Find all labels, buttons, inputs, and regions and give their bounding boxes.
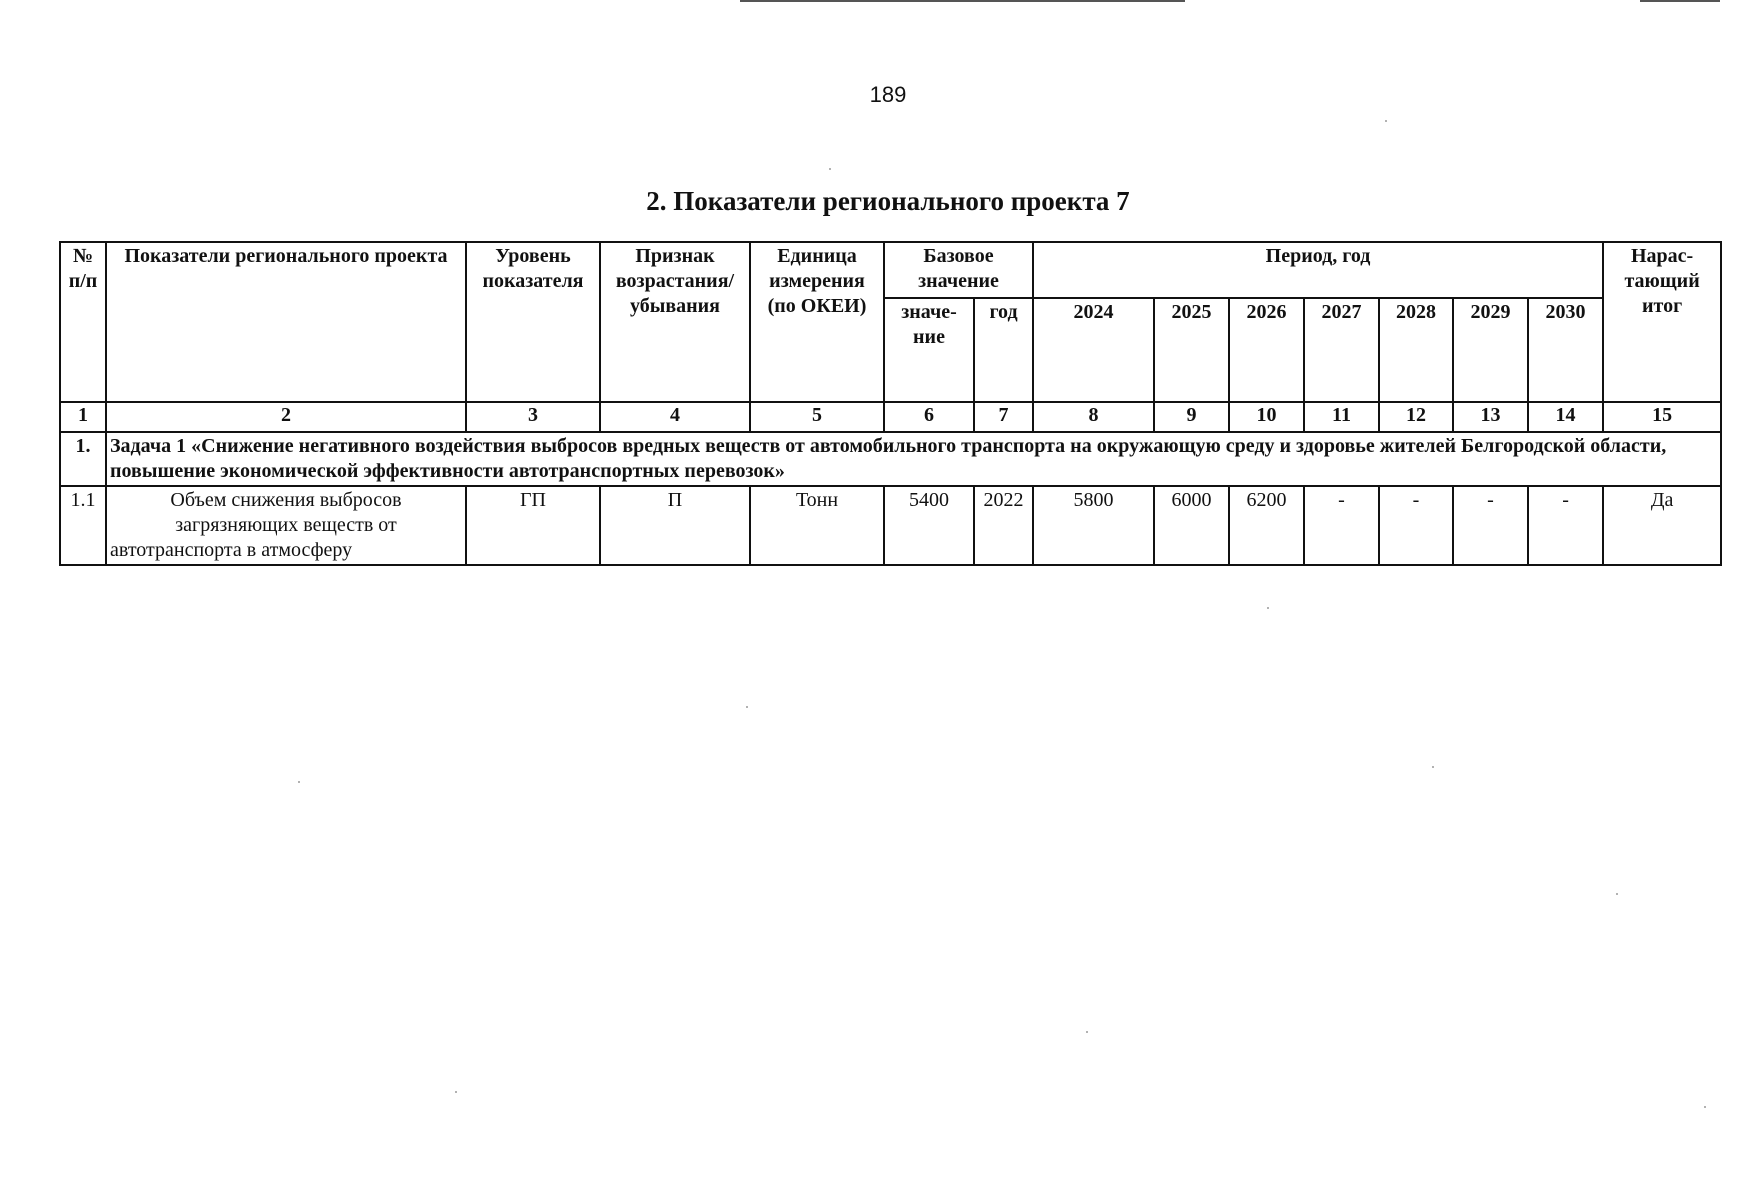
header-indicator: Показатели регионального проекта bbox=[106, 242, 466, 402]
column-number: 8 bbox=[1033, 402, 1154, 432]
table-row bbox=[60, 486, 1721, 565]
scan-speck bbox=[1086, 1031, 1088, 1033]
header-year: 2030 bbox=[1528, 298, 1603, 402]
scan-speck bbox=[829, 168, 831, 170]
header-year: 2029 bbox=[1453, 298, 1528, 402]
column-number: 11 bbox=[1304, 402, 1379, 432]
header-level: Уровень показателя bbox=[466, 242, 600, 402]
top-edge-rule bbox=[1640, 0, 1720, 2]
header-period: Период, год bbox=[1033, 242, 1603, 298]
header-year: 2024 bbox=[1033, 298, 1154, 402]
header-year: 2028 bbox=[1379, 298, 1453, 402]
header-cumulative: Нарас-тающий итог bbox=[1603, 242, 1721, 402]
header-year: 2025 bbox=[1154, 298, 1229, 402]
task-number: 1. bbox=[60, 432, 106, 486]
column-number: 10 bbox=[1229, 402, 1304, 432]
page-number: 189 bbox=[869, 82, 907, 107]
row-value: 6000 bbox=[1154, 486, 1229, 565]
column-number: 14 bbox=[1528, 402, 1603, 432]
row-base-value: 5400 bbox=[884, 486, 974, 565]
row-value: - bbox=[1453, 486, 1528, 565]
row-value: - bbox=[1304, 486, 1379, 565]
row-value: - bbox=[1379, 486, 1453, 565]
column-number: 4 bbox=[600, 402, 750, 432]
column-number: 7 bbox=[974, 402, 1033, 432]
scan-speck bbox=[1385, 120, 1387, 122]
header-unit: Единица измерения (по ОКЕИ) bbox=[750, 242, 884, 402]
top-edge-rule bbox=[740, 0, 1185, 2]
column-number-row bbox=[60, 402, 1721, 432]
header-year: 2026 bbox=[1229, 298, 1304, 402]
row-value: 6200 bbox=[1229, 486, 1304, 565]
header-trend: Признак возрастания/ убывания bbox=[600, 242, 750, 402]
scan-speck bbox=[1616, 893, 1618, 895]
indicators-table bbox=[59, 241, 1722, 566]
task-text: Задача 1 «Снижение негативного воздействия выбросов вредных веществ от автомобильного транспорта на окружающую среду и здоровье жителей Белгородской области, повышение экономической эффективности автотранспортных перевозок» bbox=[106, 432, 1721, 486]
row-trend: П bbox=[600, 486, 750, 565]
column-number: 12 bbox=[1379, 402, 1453, 432]
scan-speck bbox=[746, 706, 748, 708]
row-base-year: 2022 bbox=[974, 486, 1033, 565]
scan-speck bbox=[455, 1091, 457, 1093]
task-row bbox=[60, 432, 1721, 486]
header-base-year: год bbox=[974, 298, 1033, 402]
row-value: - bbox=[1528, 486, 1603, 565]
row-unit: Тонн bbox=[750, 486, 884, 565]
section-title: 2. Показатели регионального проекта 7 bbox=[646, 186, 1130, 216]
header-row-top bbox=[60, 242, 1721, 298]
column-number: 5 bbox=[750, 402, 884, 432]
header-base-value: значе-ние bbox=[884, 298, 974, 402]
column-number: 6 bbox=[884, 402, 974, 432]
column-number: 2 bbox=[106, 402, 466, 432]
header-base: Базовое значение bbox=[884, 242, 1033, 298]
row-cumulative: Да bbox=[1603, 486, 1721, 565]
header-year: 2027 bbox=[1304, 298, 1379, 402]
scan-speck bbox=[298, 781, 300, 783]
scan-speck bbox=[1432, 766, 1434, 768]
row-value: 5800 bbox=[1033, 486, 1154, 565]
header-num: № п/п bbox=[60, 242, 106, 402]
row-indicator-name: Объем снижения выбросов загрязняющих веществ от автотранспорта в атмосферу bbox=[106, 486, 466, 565]
scan-speck bbox=[1267, 607, 1269, 609]
column-number: 15 bbox=[1603, 402, 1721, 432]
scan-speck bbox=[1704, 1106, 1706, 1108]
column-number: 1 bbox=[60, 402, 106, 432]
column-number: 9 bbox=[1154, 402, 1229, 432]
row-level: ГП bbox=[466, 486, 600, 565]
row-number: 1.1 bbox=[60, 486, 106, 565]
column-number: 13 bbox=[1453, 402, 1528, 432]
column-number: 3 bbox=[466, 402, 600, 432]
